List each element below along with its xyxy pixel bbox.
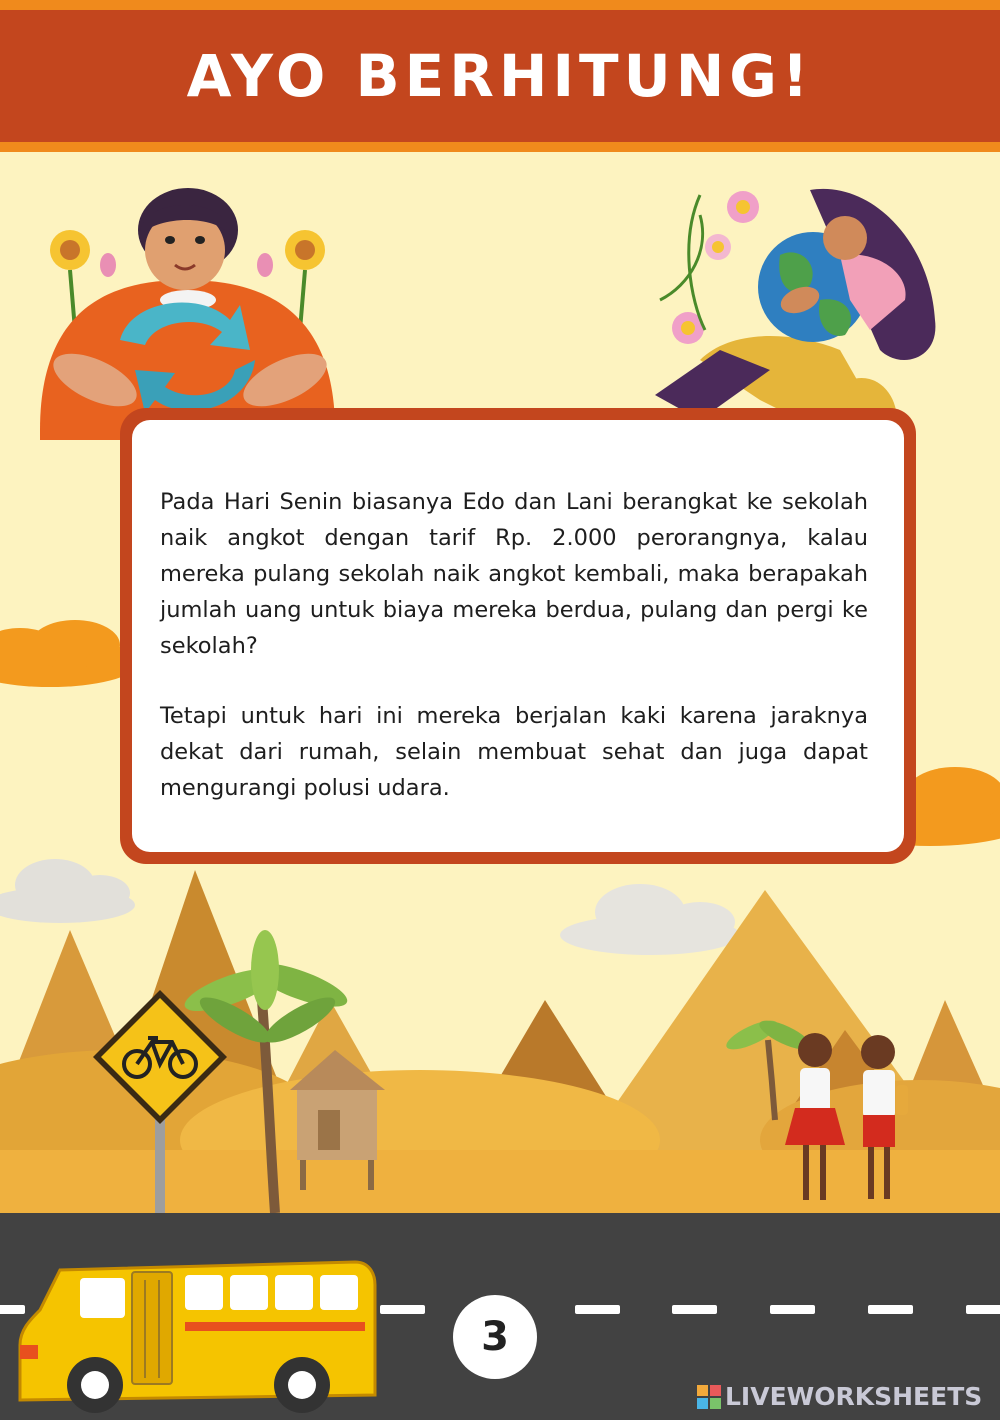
watermark — [697, 1382, 982, 1411]
page-title: AYO BERHITUNG! — [186, 42, 814, 110]
story-paragraph-1: Pada Hari Senin biasanya Edo dan Lani berangkat ke sekolah naik angkot dengan tarif Rp. 2.000 perorangnya, kalau mereka pulang sekolah naik angkot kembali, maka berapakah jumlah uang untuk biaya mereka berdua, pulang dan pergi ke sekolah? — [160, 489, 868, 659]
watermark-text: LIVEWORKSHEETS — [725, 1382, 983, 1411]
page-number-badge — [453, 1295, 537, 1379]
liveworksheets-logo-icon — [697, 1385, 721, 1409]
story-paragraph-2: Tetapi untuk hari ini mereka berjalan kaki karena jaraknya dekat dari rumah, selain membuat sehat dan juga dapat mengurangi polusi udara. — [160, 703, 868, 801]
page-number: 3 — [481, 1314, 509, 1360]
